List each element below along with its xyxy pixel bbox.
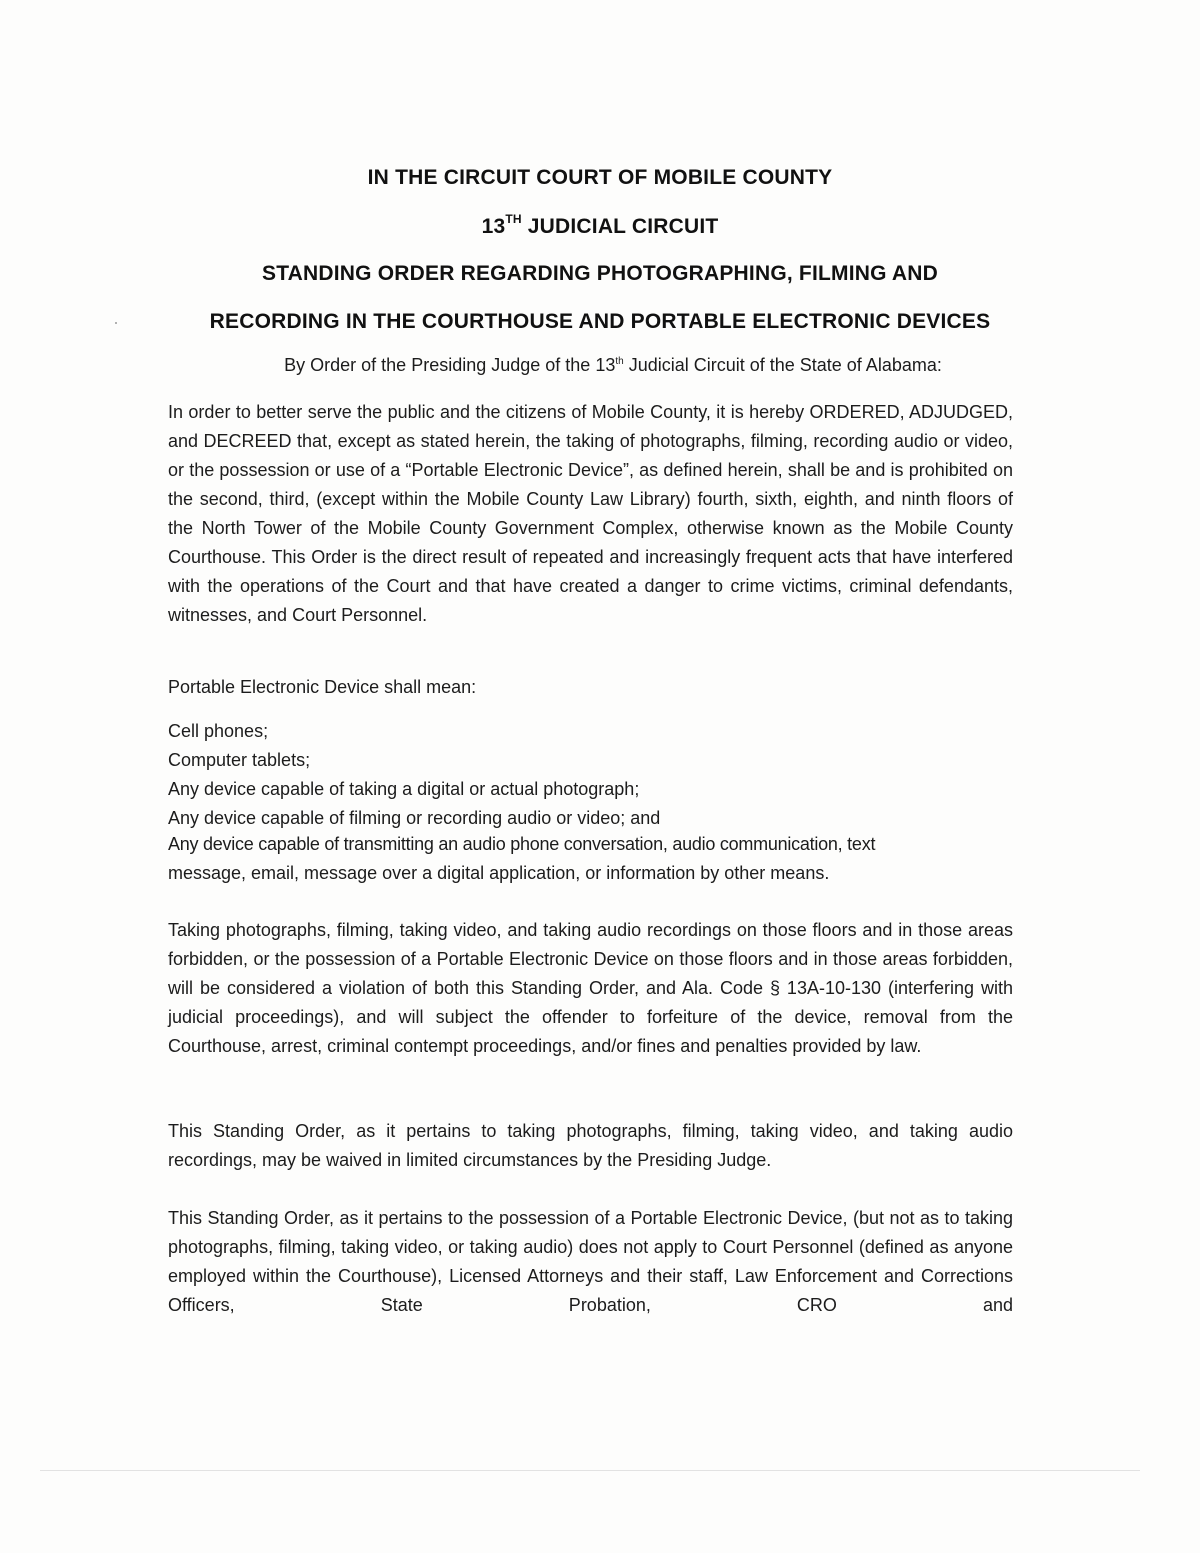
order-title-line2: RECORDING IN THE COURTHOUSE AND PORTABLE ELECTRONIC DEVICES <box>209 310 991 333</box>
definition-item: Any device capable of taking a digital or actual photograph; <box>168 779 640 799</box>
authority-text-start: By Order of the Presiding Judge of the 13 <box>284 355 616 375</box>
authority-ordinal-suffix: th <box>615 356 624 367</box>
order-title-line1: STANDING ORDER REGARDING PHOTOGRAPHING, FILMING AND <box>262 262 938 285</box>
circuit-ordinal-suffix: TH <box>505 212 522 226</box>
circuit-heading <box>0 214 1200 239</box>
authority-statement <box>0 355 1200 376</box>
violation-paragraph: Taking photographs, filming, taking video, and taking audio recordings on those floors and in those areas forbidden, or the possession of a Portable Electronic Device on those floors and in those areas forbidden, will be considered a violation of both this Standing Order, and Ala. Code § 13A-10-130 (interfering with judicial proceedings), and will subject the offender to forfeiture of the device, removal from the Courthouse, arrest, criminal contempt proceedings, and/or fines and penalties provided by law. <box>168 920 1013 1056</box>
authority-text-end: Judicial Circuit of the State of Alabama: <box>623 355 942 375</box>
definition-item: Any device capable of filming or recording audio or video; and <box>168 808 661 828</box>
definition-item: Any device capable of transmitting an audio phone conversation, audio communication, text <box>168 834 876 854</box>
scan-speck <box>115 322 117 324</box>
circuit-label: JUDICIAL CIRCUIT <box>521 215 719 238</box>
definition-item: Computer tablets; <box>168 750 311 770</box>
scan-edge-line <box>40 1470 1140 1471</box>
definition-item: Cell phones; <box>168 721 269 741</box>
definition-intro: Portable Electronic Device shall mean: <box>168 677 477 697</box>
circuit-number: 13 <box>481 215 506 238</box>
court-heading: IN THE CIRCUIT COURT OF MOBILE COUNTY <box>367 166 833 189</box>
order-paragraph: In order to better serve the public and the citizens of Mobile County, it is hereby ORDERED, ADJUDGED, and DECREED that, except as stated herein, the taking of photographs, filming, recording audio or video, or the possession or use of a “Portable Electronic Device”, as defined herein, shall be and is prohibited on the second, third, (except within the Mobile County Law Library) fourth, sixth, eighth, and ninth floors of the North Tower of the Mobile County Government Complex, otherwise known as the Mobile County Courthouse. This Order is the direct result of repeated and increasingly frequent acts that have interfered with the operations of the Court and that have created a danger to crime victims, criminal defendants, witnesses, and Court Personnel. <box>168 402 1013 625</box>
waiver-paragraph: This Standing Order, as it pertains to taking photographs, filming, taking video, and taking audio recordings, may be waived in limited circumstances by the Presiding Judge. <box>168 1121 1013 1170</box>
definition-item: message, email, message over a digital application, or information by other means. <box>168 863 830 883</box>
exemption-paragraph: This Standing Order, as it pertains to the possession of a Portable Electronic Device, (but not as to taking photographs, filming, taking video, or taking audio) does not apply to Court Personnel (defined as anyone employed within the Courthouse), Licensed Attorneys and their staff, Law Enforcement and Corrections Officers, State Probation, CRO and <box>168 1208 1013 1315</box>
